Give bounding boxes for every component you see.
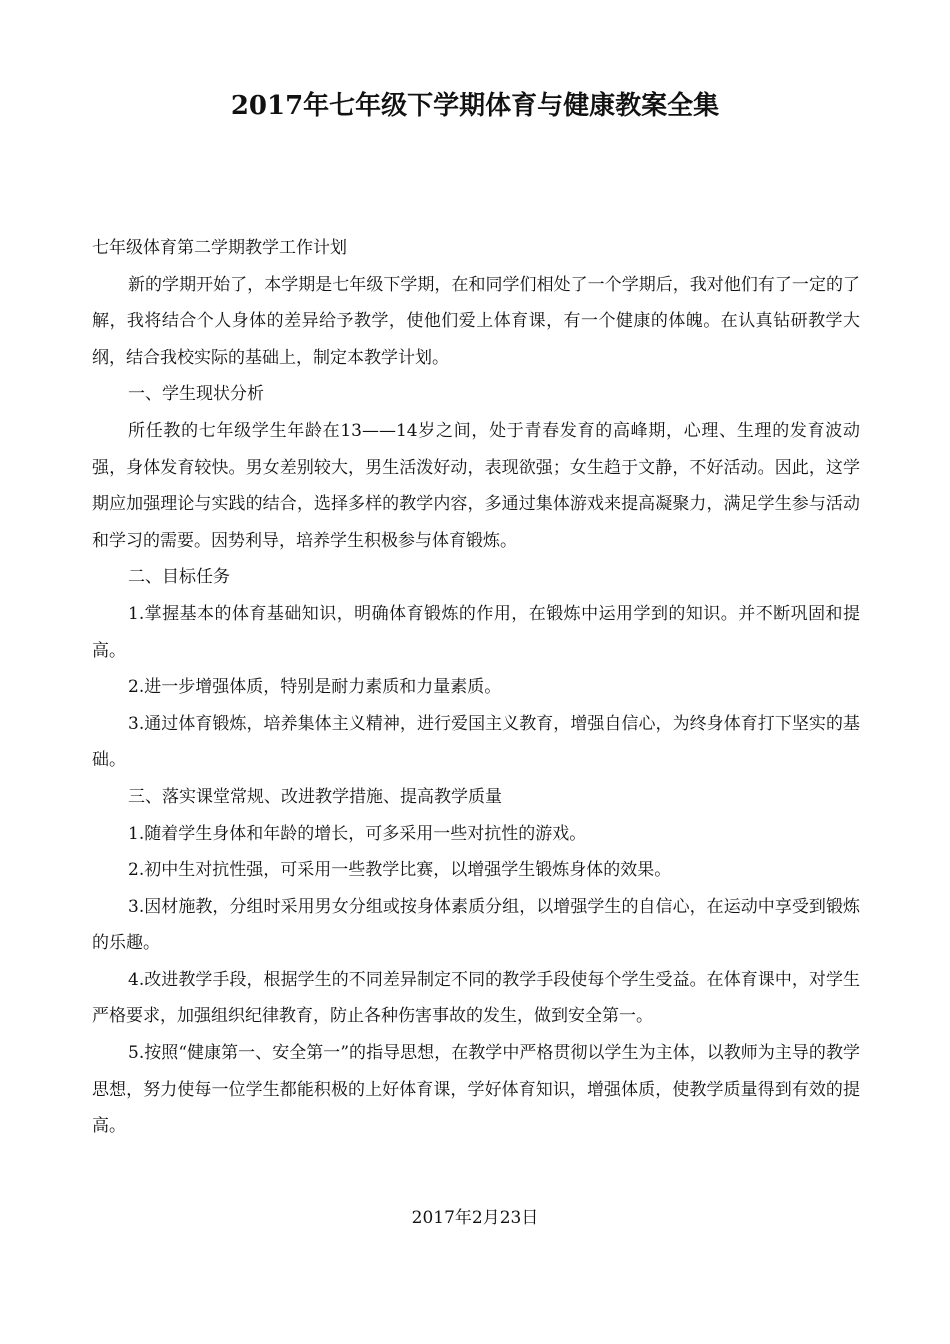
document-date: 2017年2月23日 <box>411 1208 539 1228</box>
goal-item-3: 3.通过体育锻炼，培养集体主义精神，进行爱国主义教育，增强自信心，为终身体育打下坚实的基础。 <box>92 713 860 771</box>
measure-item-4: 4.改进教学手段，根据学生的不同差异制定不同的教学手段使每个学生受益。在体育课中，对学生严格要求，加强组织纪律教育，防止各种伤害事故的发生，做到安全第一。 <box>92 969 860 1027</box>
measure-item-5: 5.按照“健康第一、安全第一”的指导思想，在教学中严格贯彻以学生为主体，以教师为主导的教学思想，努力使每一位学生都能积极的上好体育课，学好体育知识，增强体质，使教学质量得到有效的提高。 <box>92 1043 860 1137</box>
document-title: 2017年七年级下学期体育与健康教案全集 <box>230 91 720 121</box>
measure-item-3: 3.因材施教，分组时采用男女分组或按身体素质分组，以增强学生的自信心，在运动中享受到锻炼的乐趣。 <box>92 896 860 954</box>
goal-item-1: 1.掌握基本的体育基础知识，明确体育锻炼的作用，在锻炼中运用学到的知识。并不断巩固和提高。 <box>92 603 860 661</box>
student-analysis-paragraph: 所任教的七年级学生年龄在13——14岁之间，处于青春发育的高峰期，心理、生理的发育波动强，身体发育较快。男女差别较大，男生活泼好动，表现欲强；女生趋于文静，不好活动。因此，这学期应加强理论与实践的结合，选择多样的教学内容，多通过集体游戏来提高凝聚力，满足学生参与活动和学习的需要。因势利导，培养学生积极参与体育锻炼。 <box>92 420 860 551</box>
intro-paragraph: 新的学期开始了，本学期是七年级下学期，在和同学们相处了一个学期后，我对他们有了一定的了解，我将结合个人身体的差异给予教学，使他们爱上体育课，有一个健康的体魄。在认真钻研教学大纲，结合我校实际的基础上，制定本教学计划。 <box>92 274 860 368</box>
measure-item-1: 1.随着学生身体和年龄的增长，可多采用一些对抗性的游戏。 <box>128 823 587 844</box>
heading-student-analysis: 一、学生现状分析 <box>128 384 264 405</box>
section-heading: 七年级体育第二学期教学工作计划 <box>92 238 347 258</box>
heading-goals: 二、目标任务 <box>128 567 230 588</box>
heading-measures: 三、落实课堂常规、改进教学措施、提高教学质量 <box>128 786 502 807</box>
document-body <box>92 230 860 1145</box>
goal-item-2: 2.进一步增强体质，特别是耐力素质和力量素质。 <box>128 677 502 698</box>
measure-item-2: 2.初中生对抗性强，可采用一些教学比赛，以增强学生锻炼身体的效果。 <box>128 860 672 881</box>
